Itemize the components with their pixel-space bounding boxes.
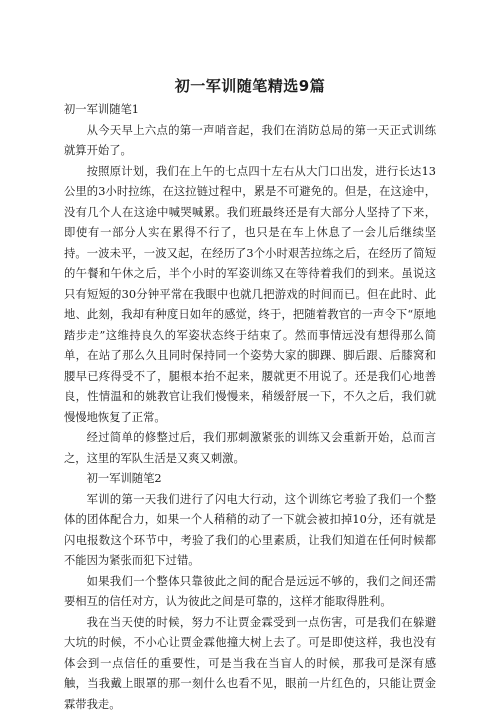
document-body (64, 100, 436, 715)
paragraph: 按照原计划，我们在上午的七点四十左右从大门口出发，进行长达13公里的3小时拉练，在这拉链过程中，累是不可避免的。但是，在这途中，没有几个人在这途中喊哭喊累。我们班最终还是有大部分人坚持了下来，即使有一部分人实在累得不行了，也只是在车上休息了一会儿后继续坚持。一波未平，一波又起，在经历了3个小时艰苦拉练之后，在经历了简短的午餐和午休之后，半个小时的军姿训练又在等待着我们的到来。虽说这只有短短的30分钟平常在我眼中也就几把游戏的时间而已。但在此时、此地、此刻，我却有种度日如年的感觉，终于，把随着教官的一声令下“原地踏步走”这维持良久的军姿状态终于结束了。然而事情远没有想得那么简单，在站了那么久且同时保持同一个姿势大家的脚踝、脚后跟、后膝窝和腰早已疼得受不了，腿根本抬不起来，腰就更不用说了。还是我们心地善良，性情温和的姚教官让我们慢慢来，稍缓舒展一下，不久之后，我们就慢慢地恢复了正常。 (64, 162, 436, 429)
section-heading: 初一军训随笔2 (64, 469, 436, 490)
paragraph: 如果我们一个整体只靠彼此之间的配合是远远不够的，我们之间还需要相互的信任对方，认为彼此之间是可靠的，这样才能取得胜利。 (64, 572, 436, 613)
paragraph: 经过简单的修整过后，我们那刺激紧张的训练又会重新开始，总而言之，这里的军队生活是又爽又刺激。 (64, 428, 436, 469)
page-title: 初一军训随笔精选9篇 (0, 75, 500, 96)
section-heading: 初一军训随笔1 (64, 100, 436, 121)
paragraph: 我在当天使的时候，努力不让贾金霖受到一点伤害，可是我们在躲避大坑的时候，不小心让贾金霖他撞大树上去了。可是即使这样，我也没有体会到一点信任的重要性，可是当我在当盲人的时候，那我可是深有感触，当我戴上眼罩的那一刻什么也看不见，眼前一片红色的，只能让贾金霖带我走。 (64, 613, 436, 715)
paragraph: 军训的第一天我们进行了闪电大行动，这个训练它考验了我们一个整体的团体配合力，如果一个人稍稍的动了一下就会被扣掉10分，还有就是闪电报数这个环节中，考验了我们的心里素质，让我们知道在任何时候都不能因为紧张而犯下过错。 (64, 490, 436, 572)
paragraph: 从今天早上六点的第一声哨音起，我们在消防总局的第一天正式训练就算开始了。 (64, 121, 436, 162)
